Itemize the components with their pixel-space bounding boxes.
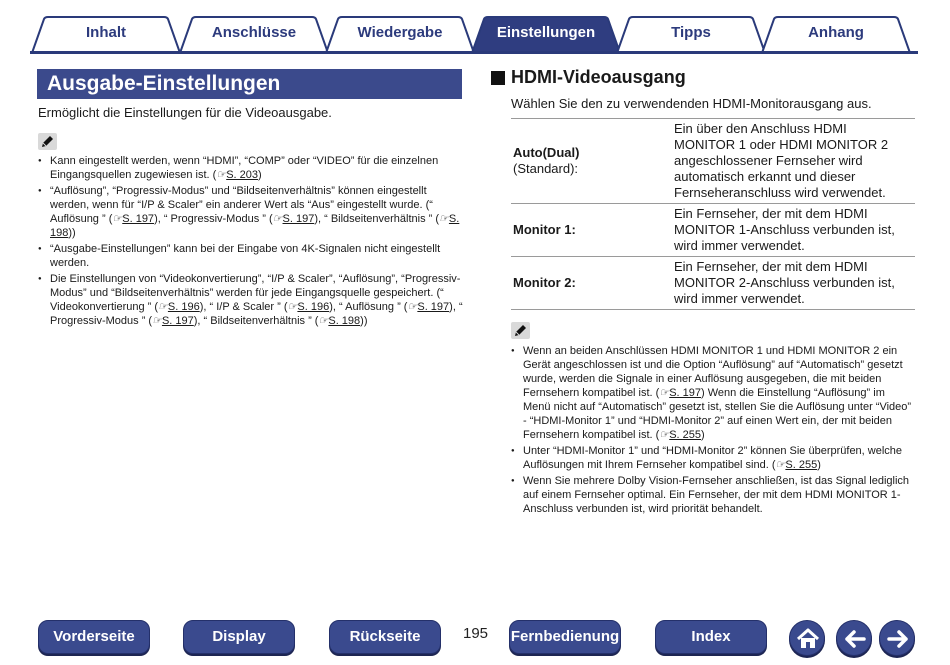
option-key xyxy=(511,119,674,204)
note-text: Wenn Sie mehrere Dolby Vision-Fernseher anschließen, ist das Signal lediglich auf einem Fernseher optimal. Ein Fernseher, der mit dem HDMI MONITOR 1-Anschluss verbunden ist, wird priorität behandelt. xyxy=(523,475,910,515)
pointing-hand-icon: ☞ xyxy=(272,213,283,225)
note-text: ) xyxy=(258,169,262,181)
page-number: 195 xyxy=(463,625,489,642)
home-button[interactable] xyxy=(789,620,825,656)
note-text: Unter “HDMI-Monitor 1” und “HDMI-Monitor 2” können Sie überprüfen, welche Auflösungen mit Ihrem Fernseher kompatibel sind. ( xyxy=(523,445,903,471)
note-text: ) xyxy=(701,429,705,441)
page-reference-link[interactable]: S. 197 xyxy=(161,315,194,327)
next-page-button[interactable] xyxy=(879,620,915,656)
arrow-right-icon xyxy=(885,626,911,652)
pointing-hand-icon: ☞ xyxy=(407,301,418,313)
nav-vorderseite-button[interactable]: Vorderseite xyxy=(38,620,150,654)
table-row xyxy=(511,204,915,257)
option-description: Ein Fernseher, der mit dem HDMI MONITOR 1-Anschluss verbunden ist, wird immer verwendet. xyxy=(674,204,915,257)
note-text: ), “ Progressiv-Modus ” ( xyxy=(154,213,273,225)
page-reference-link[interactable]: S. 197 xyxy=(417,301,450,313)
page-reference-link[interactable]: S. 197 xyxy=(122,213,155,225)
tab-label: Inhalt xyxy=(86,24,126,41)
page-reference-link[interactable]: S. 255 xyxy=(669,429,702,441)
option-description: Ein Fernseher, der mit dem HDMI MONITOR 2-Anschluss verbunden ist, wird immer verwendet. xyxy=(674,257,915,310)
page-reference-link[interactable]: S. 203 xyxy=(226,169,259,181)
note-text: ), “ Bildseitenverhältnis ” ( xyxy=(314,213,440,225)
nav-display-button[interactable]: Display xyxy=(183,620,295,654)
option-name: Auto(Dual) xyxy=(513,145,580,160)
note-text: Wenn an beiden Anschlüssen HDMI MONITOR 1 und HDMI MONITOR 2 ein Gerät angeschlossen ist und die Option “Auflösung” auf “Automatisch” gesetzt wurde, werden die Signale in einer Auflösung ausgegeben, die mit beiden Fernsehern kompatibel ist. ( xyxy=(523,345,903,399)
nav-fernbedienung-button[interactable]: Fernbedienung xyxy=(509,620,621,654)
tab-anhang[interactable] xyxy=(760,16,912,52)
page-reference-link[interactable]: S. 198 xyxy=(328,315,361,327)
left-note-list xyxy=(38,154,463,330)
home-icon xyxy=(795,626,821,652)
subsection-title xyxy=(491,67,686,88)
note-text: ) Wenn die Einstellung “Auflösung” im Menü nicht auf “Automatisch” gesetzt ist, stellen Sie die Auflösung unter “Video” - “HDMI-Monitor 1” und “HDMI-Monitor 2” auf einen Wert ein, der mit beiden Fernsehern kompatibel ist. ( xyxy=(523,387,912,441)
arrow-left-icon xyxy=(842,626,868,652)
note-text: )) xyxy=(68,227,76,239)
table-row xyxy=(511,257,915,310)
note-text: ), “ Progressiv-Modus ” ( xyxy=(50,301,463,327)
pencil-icon xyxy=(511,322,530,339)
option-description: Ein über den Anschluss HDMI MONITOR 1 oder HDMI MONITOR 2 angeschlossener Fernseher wird automatisch erkannt und dieser Fernseheranschluss wird verwendet. xyxy=(674,119,915,204)
note-text: ), “ Bildseitenverhältnis ” ( xyxy=(193,315,319,327)
note-item xyxy=(511,474,915,516)
previous-page-button[interactable] xyxy=(836,620,872,656)
nav-ruckseite-button[interactable]: Rückseite xyxy=(329,620,441,654)
note-text: )) xyxy=(360,315,368,327)
pointing-hand-icon: ☞ xyxy=(659,387,670,399)
tab-label: Wiedergabe xyxy=(357,24,443,41)
pointing-hand-icon: ☞ xyxy=(152,315,162,327)
nav-index-button[interactable]: Index xyxy=(655,620,767,654)
page-reference-link[interactable]: S. 197 xyxy=(282,213,315,225)
square-bullet-icon xyxy=(491,71,505,85)
top-tab-bar xyxy=(30,16,918,54)
pointing-hand-icon: ☞ xyxy=(216,169,227,181)
pointing-hand-icon: ☞ xyxy=(775,459,786,471)
tab-baseline xyxy=(30,51,918,54)
note-text: “Ausgabe-Einstellungen” kann bei der Eingabe von 4K-Signalen nicht eingestellt werden. xyxy=(50,243,441,269)
tab-anschlusse[interactable] xyxy=(178,16,330,52)
hdmi-output-table xyxy=(511,118,915,310)
table-row xyxy=(511,119,915,204)
option-key xyxy=(511,204,674,257)
pointing-hand-icon: ☞ xyxy=(439,213,449,225)
pointing-hand-icon: ☞ xyxy=(659,429,670,441)
pointing-hand-icon: ☞ xyxy=(158,301,168,313)
tab-label: Einstellungen xyxy=(496,24,596,41)
note-item xyxy=(38,184,463,240)
option-name: Monitor 2: xyxy=(513,275,576,290)
note-item xyxy=(511,444,915,472)
tab-inhalt[interactable] xyxy=(30,16,182,52)
note-item xyxy=(38,154,463,182)
note-item xyxy=(38,242,463,270)
section-title: Ausgabe-Einstellungen xyxy=(37,69,462,99)
subsection-intro: Wählen Sie den zu verwendenden HDMI-Monitorausgang aus. xyxy=(511,96,872,111)
tab-label: Tipps xyxy=(671,24,711,41)
note-text: ), “ Auflösung ” ( xyxy=(329,301,408,313)
tab-wiedergabe[interactable] xyxy=(324,16,476,52)
page-reference-link[interactable]: S. 197 xyxy=(669,387,702,399)
subsection-title-text: HDMI-Videoausgang xyxy=(511,67,686,87)
page-reference-link[interactable]: S. 198 xyxy=(50,213,460,239)
option-sub: (Standard): xyxy=(513,161,579,176)
page-reference-link[interactable]: S. 196 xyxy=(297,301,330,313)
pointing-hand-icon: ☞ xyxy=(318,315,329,327)
pointing-hand-icon: ☞ xyxy=(287,301,298,313)
tab-label: Anschlüsse xyxy=(211,24,297,41)
tab-einstellungen[interactable] xyxy=(470,16,622,52)
pointing-hand-icon: ☞ xyxy=(112,213,123,225)
tab-tipps[interactable] xyxy=(615,16,767,52)
note-text: Kann eingestellt werden, wenn “HDMI”, “COMP” oder “VIDEO” für die einzelnen Eingangsquellen zugewiesen ist. ( xyxy=(50,155,439,181)
note-text: ), “ I/P & Scaler ” ( xyxy=(199,301,288,313)
note-item xyxy=(38,272,463,328)
note-text: ) xyxy=(817,459,821,471)
pencil-icon xyxy=(38,133,57,150)
option-name: Monitor 1: xyxy=(513,222,576,237)
page-reference-link[interactable]: S. 196 xyxy=(167,301,200,313)
tab-label: Anhang xyxy=(808,24,864,41)
page-reference-link[interactable]: S. 255 xyxy=(785,459,818,471)
note-text: Die Einstellungen von “Videokonvertierung”, “I/P & Scaler”, “Auflösung”, “Progressiv-Modus” und “Bildseitenverhältnis” werden für jede Eingangsquelle gespeichert. (“ Videokonvertierung ” ( xyxy=(50,273,461,313)
note-text: “Auflösung”, “Progressiv-Modus” und “Bildseitenverhältnis” können eingestellt werden, wenn für “I/P & Scaler” ein anderer Wert als “Aus” eingestellt wurde. (“ Auflösung ” ( xyxy=(50,185,433,225)
note-item xyxy=(511,344,915,442)
section-intro: Ermöglicht die Einstellungen für die Videoausgabe. xyxy=(38,105,332,120)
right-note-list xyxy=(511,344,915,518)
option-key xyxy=(511,257,674,310)
